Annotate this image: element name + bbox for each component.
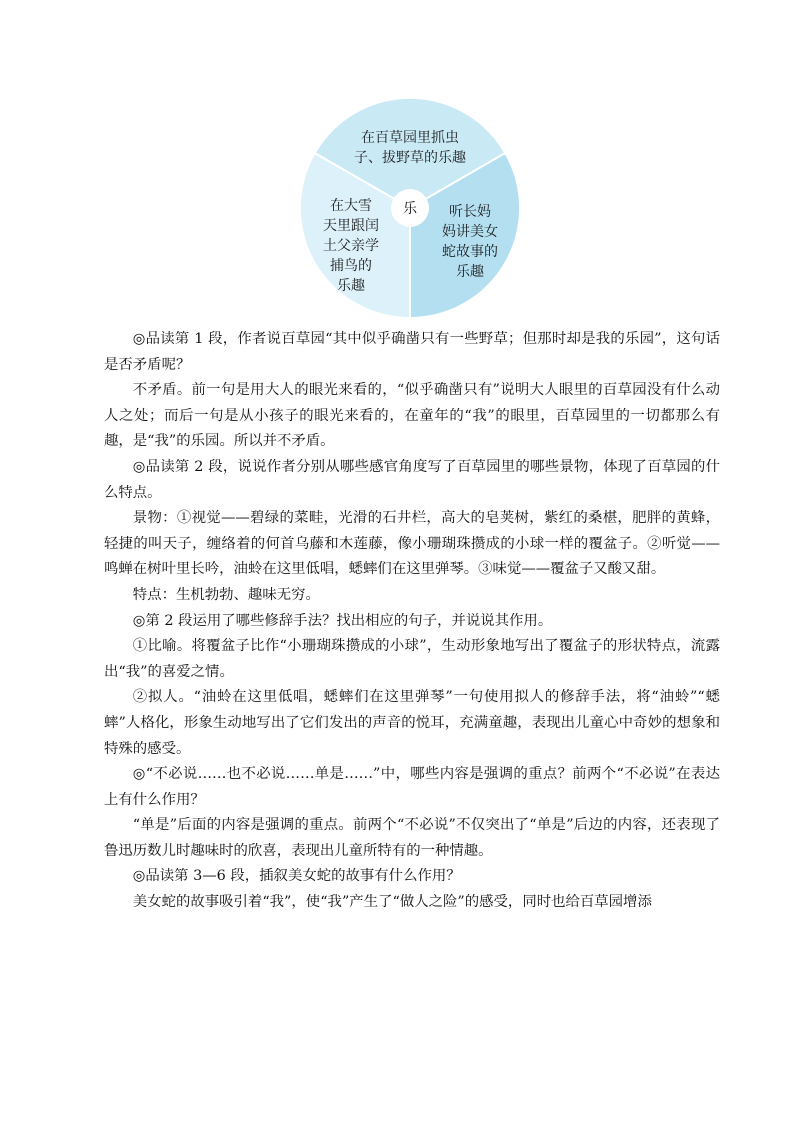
question-paragraph-2: ◎品读第 2 段，说说作者分别从哪些感官角度写了百草园里的哪些景物，体现了百草园的什么特点。 bbox=[104, 458, 720, 501]
answer-paragraph-4: “单是”后面的内容是强调的重点。前两个“不必说”不仅突出了“单是”后边的内容，还表现了鲁迅历数儿时趣味时的欣喜，表现出儿童所特有的一种情趣。 bbox=[104, 817, 720, 859]
question-paragraph-1: ◎品读第 1 段，作者说百草园“其中似乎确凿只有一些野草；但那时却是我的乐园”，这句话是否矛盾呢？ bbox=[104, 331, 720, 373]
center-label: 乐 bbox=[403, 201, 417, 217]
answer-paragraph-3a: ①比喻。将覆盆子比作“小珊瑚珠攒成的小球”，生动形象地写出了覆盆子的形状特点，流露出“我”的喜爱之情。 bbox=[104, 638, 720, 680]
question-paragraph-4: ◎“不必说……也不必说……单是……”中，哪些内容是强调的重点？前两个“不必说”在表达上有什么作用？ bbox=[104, 766, 720, 808]
question-paragraph-3: ◎第 2 段运用了哪些修辞手法？找出相应的句子，并说说其作用。 bbox=[132, 612, 553, 629]
segment-top-label: 在百草园里抓虫 子、拔野草的乐趣 bbox=[354, 130, 466, 166]
question-paragraph-5: ◎品读第 3—6 段，插叙美女蛇的故事有什么作用？ bbox=[132, 868, 461, 885]
answer-paragraph-5: 美女蛇的故事吸引着“我”，使“我”产生了“做人之险”的感受，同时也给百草园增添 bbox=[132, 894, 652, 911]
fun-pie-diagram bbox=[300, 98, 520, 318]
document-body bbox=[104, 327, 720, 916]
answer-paragraph-2b: 特点：生机勃勃、趣味无穷。 bbox=[132, 586, 320, 603]
answer-paragraph-2: 景物：①视觉——碧绿的菜畦，光滑的石井栏，高大的皂荚树，紫红的桑椹，肥胖的黄蜂，轻捷的叫天子，缠络着的何首乌藤和木莲藤，像小珊瑚珠攒成的小球一样的覆盆子。②听觉——鸣蝉在树叶里长吟，油蛉在这里低唱，蟋蟀们在这里弹琴。③味觉——覆盆子又酸又甜。 bbox=[104, 510, 720, 578]
segment-right-label: 听长妈 妈讲美女 蛇故事的 乐趣 bbox=[442, 204, 498, 280]
segment-left-label: 在大雪 天里跟闰 土父亲学 捕鸟的 乐趣 bbox=[323, 198, 379, 294]
answer-paragraph-3b: ②拟人。“油蛉在这里低唱，蟋蟀们在这里弹琴”一句使用拟人的修辞手法，将“油蛉”“蟋蟀”人格化，形象生动地写出了它们发出的声音的悦耳，充满童趣，表现出儿童心中奇妙的想象和特殊的感受。 bbox=[104, 689, 720, 757]
answer-paragraph-1: 不矛盾。前一句是用大人的眼光来看的，“似乎确凿只有”说明大人眼里的百草园没有什么动人之处；而后一句是从小孩子的眼光来看的，在童年的“我”的眼里，百草园里的一切都那么有趣，是“我”的乐园。所以并不矛盾。 bbox=[104, 382, 720, 450]
